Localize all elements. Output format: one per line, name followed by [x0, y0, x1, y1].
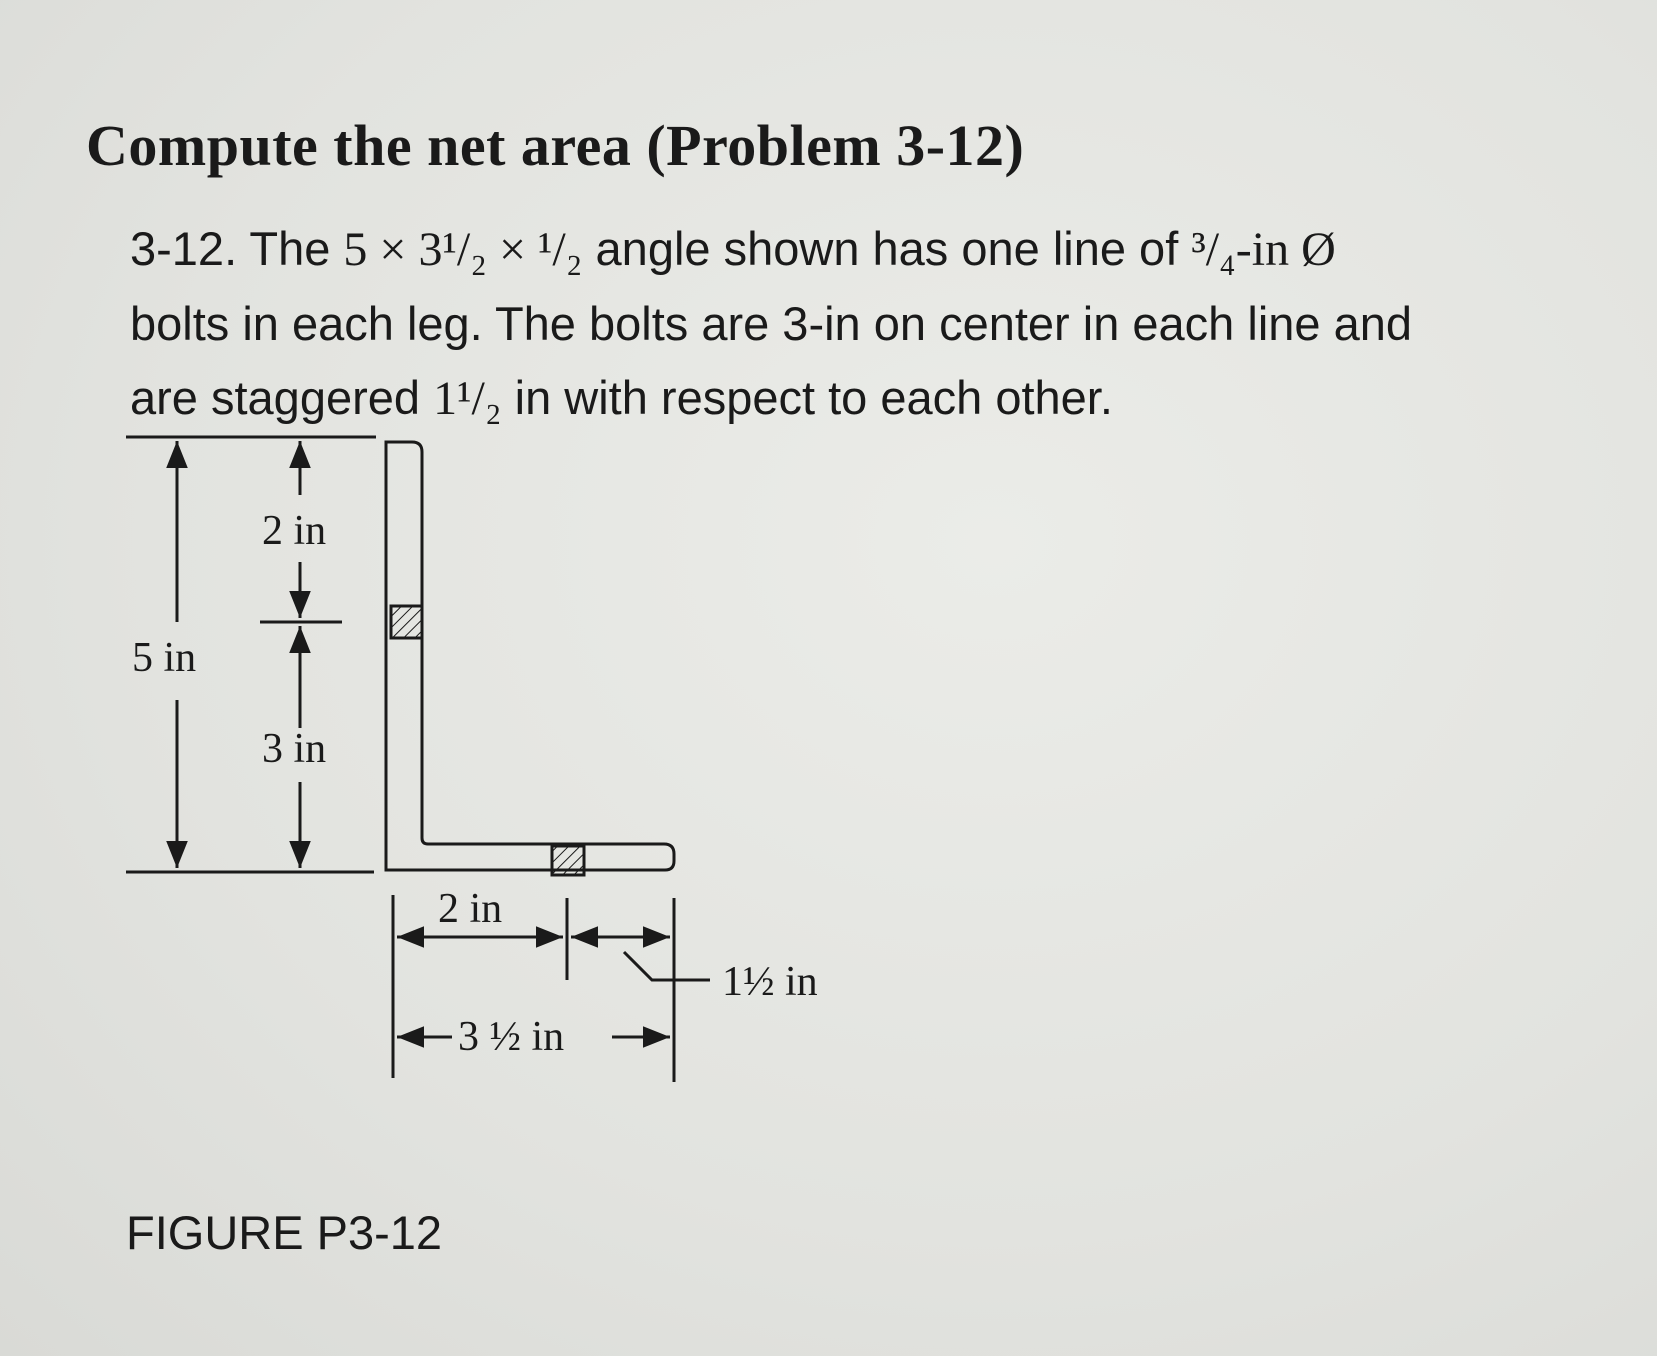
problem-text-3a: are staggered — [130, 371, 421, 424]
page-title: Compute the net area (Problem 3-12) — [86, 113, 1025, 178]
angle-size: 5 × 3¹/₂ × ¹/₂ — [343, 223, 583, 276]
label-2in-horizontal: 2 in — [438, 886, 503, 932]
problem-line-2: bolts in each leg. The bolts are 3-in on center in each line and — [130, 297, 1413, 350]
angle-section — [386, 442, 674, 870]
problem-number: 3-12. — [130, 222, 238, 275]
bolt-hole-horizontal-leg — [552, 846, 584, 875]
label-3half-in: 3 ½ in — [458, 1014, 565, 1060]
stagger-leader — [624, 952, 710, 980]
label-stagger: 1½ in — [722, 959, 818, 1005]
problem-text-3b: in with respect to each other. — [514, 371, 1113, 424]
label-2in-vertical: 2 in — [262, 508, 327, 554]
stagger-value: 1¹/₂ — [433, 372, 502, 425]
label-3in: 3 in — [262, 726, 327, 772]
bolt-diameter: ³/₄-in Ø — [1191, 223, 1336, 276]
label-5in: 5 in — [132, 635, 197, 681]
problem-text-1b: angle shown has one line of — [595, 222, 1179, 275]
problem-text-1a: The — [249, 222, 331, 275]
bolt-hole-vertical-leg — [391, 606, 422, 638]
figure-caption: FIGURE P3-12 — [126, 1206, 443, 1259]
